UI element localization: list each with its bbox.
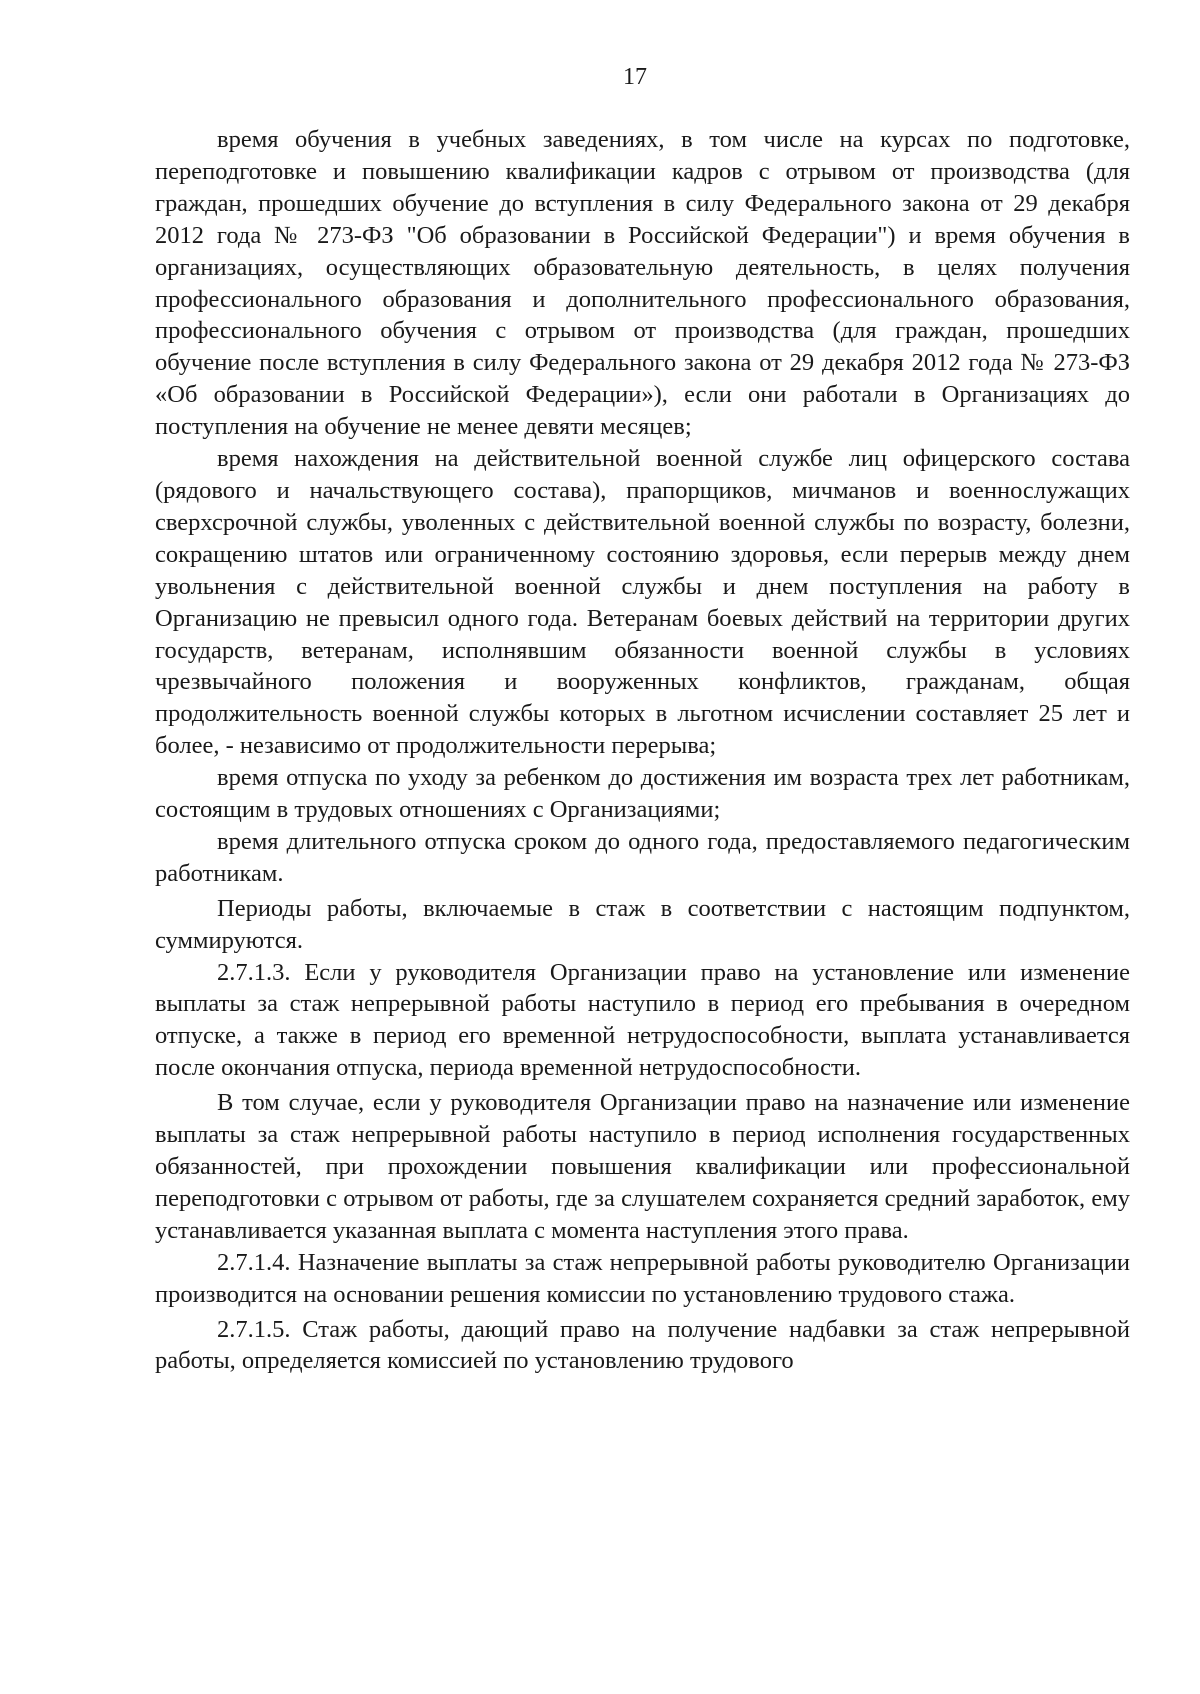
paragraph-2-7-1-5: 2.7.1.5. Стаж работы, дающий право на получение надбавки за стаж непрерывной работы, определяется комиссией по установлению трудового <box>155 1315 1130 1375</box>
paragraph-childcare-leave: время отпуска по уходу за ребенком до достижения им возраста трех лет работникам, состоящим в трудовых отношениях с Организациями; <box>155 764 1130 824</box>
paragraph-military-service: время нахождения на действительной военной службе лиц офицерского состава (рядового и начальствующего состава), прапорщиков, мичманов и военнослужащих сверхсрочной службы, уволенных с действительной военной службы по возрасту, болезни, сокращению штатов или ограниченному состоянию здоровья, если перерыв между днем увольнения с действительной военной службы и днем поступления на работу в Организацию не превысил одного года. Ветеранам боевых действий на территории других государств, ветеранам, исполнявшим обязанности военной службы в условиях чрезвычайного положения и вооруженных конфликтов, гражданам, общая продолжительность военной службы которых в льготном исчислении составляет 25 лет и более, - независимо от продолжительности перерыва; <box>155 445 1130 760</box>
paragraph-education-period: время обучения в учебных заведениях, в том числе на курсах по подготовке, переподготовке и повышению квалификации кадров с отрывом от производства (для граждан, прошедших обучение до вступления в силу Федерального закона от 29 декабря 2012 года № 273-ФЗ "Об образовании в Российской Федерации") и время обучения в организациях, осуществляющих образовательную деятельность, в целях получения профессионального образования и дополнительного профессионального образования, профессионального обучения с отрывом от производства (для граждан, прошедших обучение после вступления в силу Федерального закона от 29 декабря 2012 года № 273-ФЗ «Об образовании в Российской Федерации»), если они работали в Организациях до поступления на обучение не менее девяти месяцев; <box>155 126 1130 441</box>
document-body <box>155 124 1130 1377</box>
page-number: 17 <box>623 64 647 90</box>
paragraph-2-7-1-3: 2.7.1.3. Если у руководителя Организации право на установление или изменение выплаты за стаж непрерывной работы наступило в период его пребывания в очередном отпуске, а также в период его временной нетрудоспособности, выплата устанавливается после окончания отпуска, периода временной нетрудоспособности. <box>155 958 1130 1082</box>
paragraph-in-that-case: В том случае, если у руководителя Организации право на назначение или изменение выплаты за стаж непрерывной работы наступило в период исполнения государственных обязанностей, при прохождении повышения квалификации или профессиональной переподготовки с отрывом от работы, где за слушателем сохраняется средний заработок, ему устанавливается указанная выплата с момента наступления этого права. <box>155 1089 1130 1244</box>
paragraph-long-leave: время длительного отпуска сроком до одного года, предоставляемого педагогическим работникам. <box>155 827 1130 887</box>
paragraph-periods-summed: Периоды работы, включаемые в стаж в соответствии с настоящим подпунктом, суммируются. <box>155 894 1130 954</box>
paragraph-2-7-1-4: 2.7.1.4. Назначение выплаты за стаж непрерывной работы руководителю Организации производится на основании решения комиссии по установлению трудового стажа. <box>155 1248 1130 1308</box>
